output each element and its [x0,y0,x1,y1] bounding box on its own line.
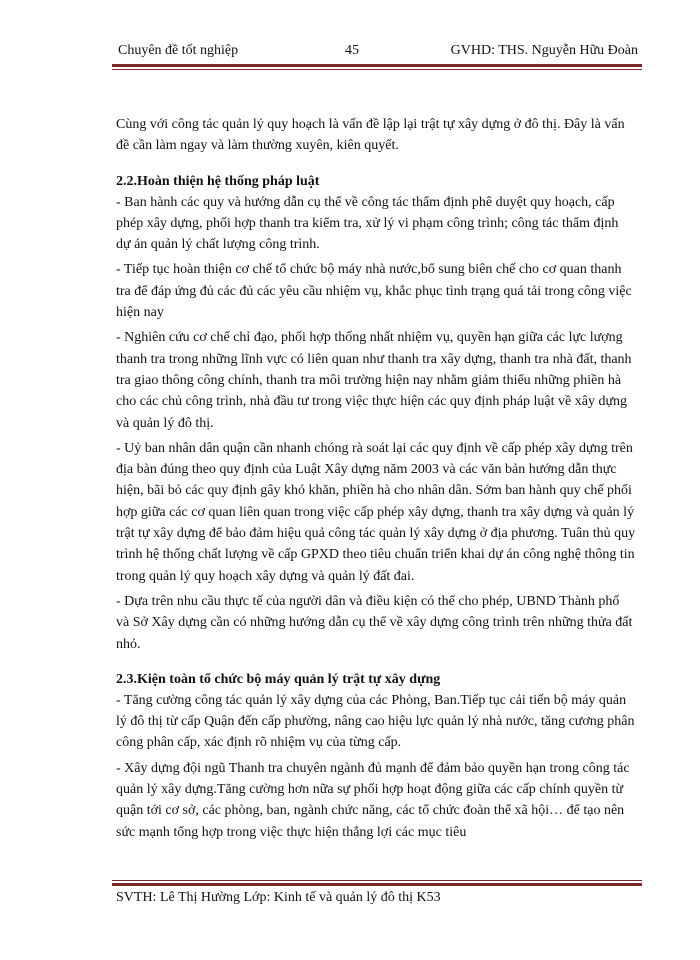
paragraph: - Dựa trên nhu cầu thực tế của người dân và điều kiện có thể cho phép, UBND Thành phố và Sở Xây dựng cần có những hướng dẫn cụ thể về xây dựng công trình trên những thửa đất nhỏ. [116,593,633,652]
header-rule-thin [112,69,642,70]
page-header [118,42,638,64]
page-content [116,114,636,847]
intro-paragraph: Cùng với công tác quản lý quy hoạch là vấn đề lập lại trật tự xây dựng ở đô thị. Đây là vấn đề cần làm ngay và làm thường xuyên, kiên quyết. [116,117,625,154]
page-number: 45 [345,43,359,58]
paragraph: - Nghiên cứu cơ chế chỉ đạo, phối hợp thống nhất nhiệm vụ, quyền hạn giữa các lực lượng thanh tra trong những lĩnh vực có liên quan như thanh tra xây dựng, thanh tra nhà đất, thanh tra giao thông công chính, thanh tra môi trường hiện nay nhằm giảm thiểu những phiền hà cho các chủ công trình, nhà đầu tư trong việc thực hiện các quy định pháp luật về xây dựng và quản lý đô thị. [116,330,632,431]
paragraph: - Ban hành các quy và hướng dẫn cụ thể về công tác thẩm định phê duyệt quy hoạch, cấp phép xây dựng, phối hợp thanh tra kiểm tra, xử lý vi phạm công trình; công tác thẩm định dự án quản lý chất lượng công trình. [116,194,619,253]
header-title: Chuyên đề tốt nghiệp [118,43,239,58]
paragraph: - Uỷ ban nhân dân quận cần nhanh chóng rà soát lại các quy định về cấp phép xây dựng trên địa bàn đúng theo quy định của Luật Xây dựng năm 2003 và các văn bản hướng dẫn thực hiện, bãi bỏ các quy định gây khó khăn, phiền hà cho nhân dân. Sớm ban hành quy chế phối hợp giữa các cơ quan liên quan trong việc cấp phép xây dựng, thanh tra xây dựng và quản lý trật tự xây dựng để bảo đảm hiệu quả công tác quản lý xây dựng ở địa phương. Tuân thủ quy trình hệ thống chất lượng về cấp GPXD theo tiêu chuẩn triển khai dự án công nghệ thông tin trong quản lý quy hoạch xây dựng và quản lý đất đai. [116,440,636,584]
header-rule-thick [112,64,642,67]
header-advisor: GVHD: THS. Nguyễn Hữu Đoàn [450,43,638,58]
paragraph: - Tăng cường công tác quản lý xây dựng của các Phòng, Ban.Tiếp tục cải tiến bộ máy quản lý đô thị từ cấp Quận đến cấp phường, nâng cao hiệu lực quản lý nhà nước, tăng cương phân công phân cấp, xác định rõ nhiệm vụ của từng cấp. [116,692,635,751]
section-heading-2-2: 2.2.Hoàn thiện hệ thống pháp luật [116,173,320,189]
footer-rule-thick [112,883,642,886]
paragraph: - Tiếp tục hoàn thiện cơ chế tổ chức bộ máy nhà nước,bổ sung biên chế cho cơ quan thanh tra để đáp ứng đủ các đủ các yêu cầu nhiệm vụ, khắc phục tình trạng quá tải trong công việc hiện nay [116,262,632,321]
section-heading-2-3: 2.3.Kiện toàn tổ chức bộ máy quản lý trật tự xây dựng [116,671,441,687]
paragraph: - Xây dựng đội ngũ Thanh tra chuyên ngành đủ mạnh để đảm bảo quyền hạn trong công tác quản lý xây dựng.Tăng cường hơn nữa sự phối hợp hoạt động giữa các cấp chính quyền từ quận tới cơ sở, các phòng, ban, ngành chức năng, các tổ chức đoàn thể xã hội… để tạo nên sức mạnh tổng hợp trong việc thực hiện thắng lợi các mục tiêu [116,760,630,840]
footer-rule-thin [112,880,642,881]
page-footer: SVTH: Lê Thị Hường Lớp: Kinh tế và quản lý đô thị K53 [116,890,441,905]
